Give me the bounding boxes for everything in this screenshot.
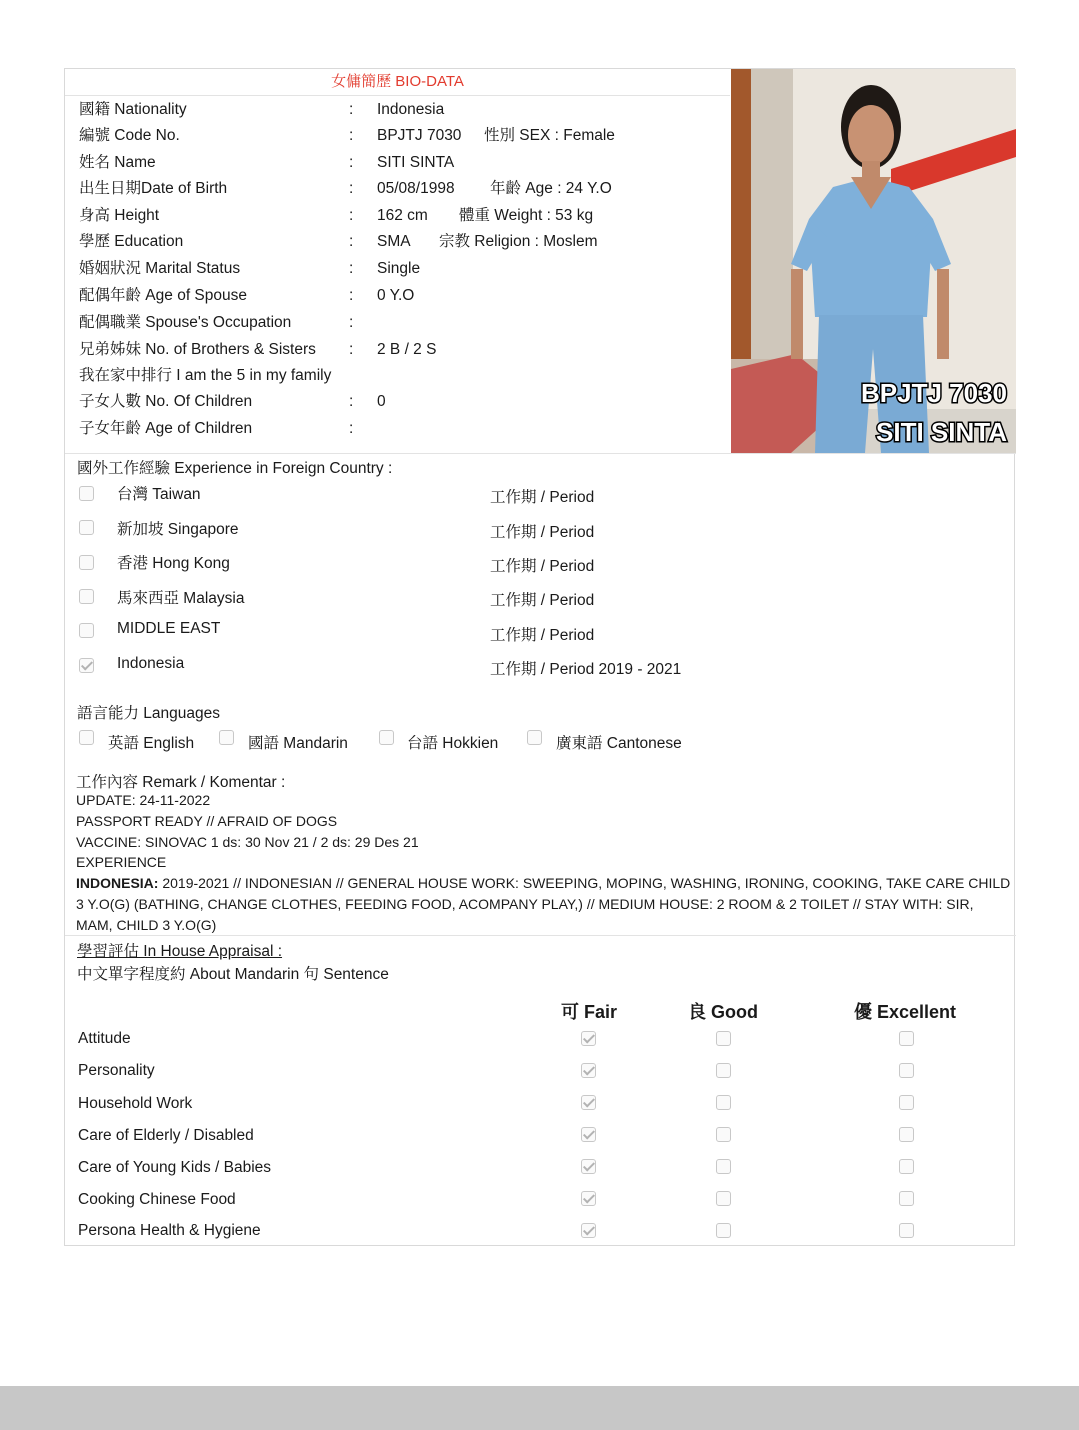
info-colon: : — [349, 127, 354, 144]
language-checkbox-english[interactable] — [79, 730, 94, 745]
remark-passport: PASSPORT READY // AFRAID OF DOGS — [76, 812, 338, 829]
column-fair: 可 Fair — [561, 1002, 618, 1022]
info-weight: 體重 Weight : 53 kg — [459, 207, 594, 224]
appraisal-label: Care of Elderly / Disabled — [78, 1127, 254, 1144]
info-colon: : — [349, 233, 354, 250]
rating-excellent-checkbox[interactable] — [899, 1159, 914, 1174]
rating-fair-checkbox[interactable] — [581, 1223, 596, 1238]
experience-heading: 國外工作經驗 Experience in Foreign Country : — [77, 460, 393, 477]
rating-excellent-checkbox[interactable] — [899, 1031, 914, 1046]
experience-checkbox-indonesia[interactable] — [79, 658, 94, 673]
experience-country: 馬來西亞 Malaysia — [117, 590, 245, 607]
experience-period: 工作期 / Period — [490, 592, 595, 609]
appraisal-mandarin-level: 中文單字程度約 About Mandarin 句 Sentence — [77, 966, 389, 983]
info-colon: : — [349, 287, 354, 304]
remark-experience-label: EXPERIENCE — [76, 854, 167, 871]
experience-country: 台灣 Taiwan — [117, 486, 201, 503]
info-colon: : — [349, 154, 354, 171]
info-value: 05/08/1998 — [377, 180, 455, 197]
rating-fair-checkbox[interactable] — [581, 1063, 596, 1078]
info-colon: : — [349, 393, 354, 410]
rating-good-checkbox[interactable] — [716, 1031, 731, 1046]
info-value: BPJTJ 7030 — [377, 127, 462, 144]
remark-detail-text: 2019-2021 // INDONESIAN // GENERAL HOUSE WORK: SWEEPING, MOPING, WASHING, IRONING, COOKING, TAKE CARE CHILD 3 Y.O(G) (BATHING, CHANGE CLOTHES, FEEDING FOOD, ACOMPANY PLAY,) // MEDIUM HOUSE: 2 ROOM & 2 TOILET // STAY WITH: SIR, MAM, CHILD 3 Y.O(G) — [76, 875, 1011, 933]
info-value: SMA — [377, 233, 411, 250]
experience-period: 工作期 / Period — [490, 524, 595, 541]
info-colon: : — [349, 314, 354, 331]
column-excellent: 優 Excellent — [854, 1002, 957, 1022]
info-value: SITI SINTA — [377, 154, 455, 171]
experience-country: 新加坡 Singapore — [117, 521, 239, 538]
info-age: 年齡 Age : 24 Y.O — [490, 180, 612, 197]
appraisal-label: Persona Health & Hygiene — [78, 1222, 261, 1239]
info-value: 0 — [377, 393, 386, 410]
info-colon: : — [349, 260, 354, 277]
rating-good-checkbox[interactable] — [716, 1063, 731, 1078]
rating-fair-checkbox[interactable] — [581, 1191, 596, 1206]
rating-fair-checkbox[interactable] — [581, 1159, 596, 1174]
candidate-photo — [731, 69, 1016, 453]
photo-caption-name: SITI SINTA — [876, 417, 1007, 447]
info-label: 子女年齡 Age of Children — [79, 420, 253, 437]
rating-excellent-checkbox[interactable] — [899, 1191, 914, 1206]
experience-country: MIDDLE EAST — [117, 620, 221, 637]
rating-good-checkbox[interactable] — [716, 1223, 731, 1238]
info-religion: 宗教 Religion : Moslem — [439, 233, 598, 250]
photo-caption-code: BPJTJ 7030 — [861, 378, 1007, 408]
experience-period: 工作期 / Period — [490, 627, 595, 644]
experience-checkbox-taiwan[interactable] — [79, 486, 94, 501]
info-sex: 性別 SEX : Female — [484, 127, 615, 144]
experience-checkbox-singapore[interactable] — [79, 520, 94, 535]
remark-heading: 工作內容 Remark / Komentar : — [76, 774, 286, 791]
info-colon: : — [349, 101, 354, 118]
languages-heading: 語言能力 Languages — [77, 705, 221, 722]
candidate-photo-illustration — [731, 69, 1016, 453]
language-label: 廣東語 Cantonese — [556, 735, 682, 752]
info-label: 兄弟姊妹 No. of Brothers & Sisters — [79, 341, 316, 358]
info-value: 0 Y.O — [377, 287, 415, 304]
info-label: 國籍 Nationality — [79, 101, 187, 118]
info-value: Single — [377, 260, 421, 277]
rating-excellent-checkbox[interactable] — [899, 1127, 914, 1142]
remark-update: UPDATE: 24-11-2022 — [76, 792, 211, 808]
info-label: 我在家中排行 I am the 5 in my family — [79, 367, 332, 384]
biodata-title: 女傭簡歷 BIO-DATA — [65, 69, 730, 96]
rating-excellent-checkbox[interactable] — [899, 1063, 914, 1078]
rating-good-checkbox[interactable] — [716, 1095, 731, 1110]
remark-vaccine: VACCINE: SINOVAC 1 ds: 30 Nov 21 / 2 ds: 29 Des 21 — [76, 833, 419, 850]
info-label: 子女人數 No. Of Children — [79, 393, 253, 410]
remark-experience-detail — [76, 873, 1012, 935]
info-colon: : — [349, 180, 354, 197]
remark-detail-country: INDONESIA: — [76, 875, 159, 892]
experience-period: 工作期 / Period 2019 - 2021 — [490, 661, 682, 678]
appraisal-label: Household Work — [78, 1095, 193, 1112]
language-checkbox-cantonese[interactable] — [527, 730, 542, 745]
info-label: 姓名 Name — [79, 154, 156, 171]
language-checkbox-hokkien[interactable] — [379, 730, 394, 745]
appraisal-label: Cooking Chinese Food — [78, 1191, 236, 1208]
experience-checkbox-malaysia[interactable] — [79, 589, 94, 604]
language-label: 台語 Hokkien — [407, 735, 499, 752]
column-good: 良 Good — [688, 1002, 758, 1022]
info-value: 2 B / 2 S — [377, 341, 437, 358]
language-checkbox-mandarin[interactable] — [219, 730, 234, 745]
appraisal-heading: 學習評估 In House Appraisal : — [77, 943, 283, 960]
experience-period: 工作期 / Period — [490, 489, 595, 506]
experience-checkbox-hongkong[interactable] — [79, 555, 94, 570]
appraisal-label: Personality — [78, 1062, 155, 1079]
info-colon: : — [349, 341, 354, 358]
info-label: 婚姻狀況 Marital Status — [79, 260, 241, 277]
rating-excellent-checkbox[interactable] — [899, 1223, 914, 1238]
rating-fair-checkbox[interactable] — [581, 1127, 596, 1142]
section-divider — [65, 453, 1016, 454]
language-label: 國語 Mandarin — [248, 735, 348, 752]
appraisal-label: Care of Young Kids / Babies — [78, 1159, 272, 1176]
info-value: Indonesia — [377, 101, 445, 118]
info-label: 身高 Height — [79, 207, 160, 224]
info-label: 學歷 Education — [79, 233, 184, 250]
experience-period: 工作期 / Period — [490, 558, 595, 575]
experience-country: Indonesia — [117, 655, 185, 672]
remark-body — [76, 790, 1012, 936]
rating-excellent-checkbox[interactable] — [899, 1095, 914, 1110]
info-label: 出生日期Date of Birth — [79, 180, 228, 197]
experience-country: 香港 Hong Kong — [117, 555, 230, 572]
biodata-sheet — [64, 68, 1015, 1246]
footer-bar — [0, 1386, 1079, 1430]
rating-fair-checkbox[interactable] — [581, 1095, 596, 1110]
rating-good-checkbox[interactable] — [716, 1191, 731, 1206]
language-label: 英語 English — [108, 735, 195, 752]
rating-fair-checkbox[interactable] — [581, 1031, 596, 1046]
info-label: 編號 Code No. — [79, 127, 180, 144]
info-label: 配偶職業 Spouse's Occupation — [79, 314, 292, 331]
info-colon: : — [349, 420, 354, 437]
info-value: 162 cm — [377, 207, 428, 224]
rating-good-checkbox[interactable] — [716, 1159, 731, 1174]
experience-checkbox-middle-east[interactable] — [79, 623, 94, 638]
appraisal-label: Attitude — [78, 1030, 131, 1047]
info-label: 配偶年齡 Age of Spouse — [79, 287, 247, 304]
info-colon: : — [349, 207, 354, 224]
rating-good-checkbox[interactable] — [716, 1127, 731, 1142]
section-divider — [65, 935, 1016, 936]
